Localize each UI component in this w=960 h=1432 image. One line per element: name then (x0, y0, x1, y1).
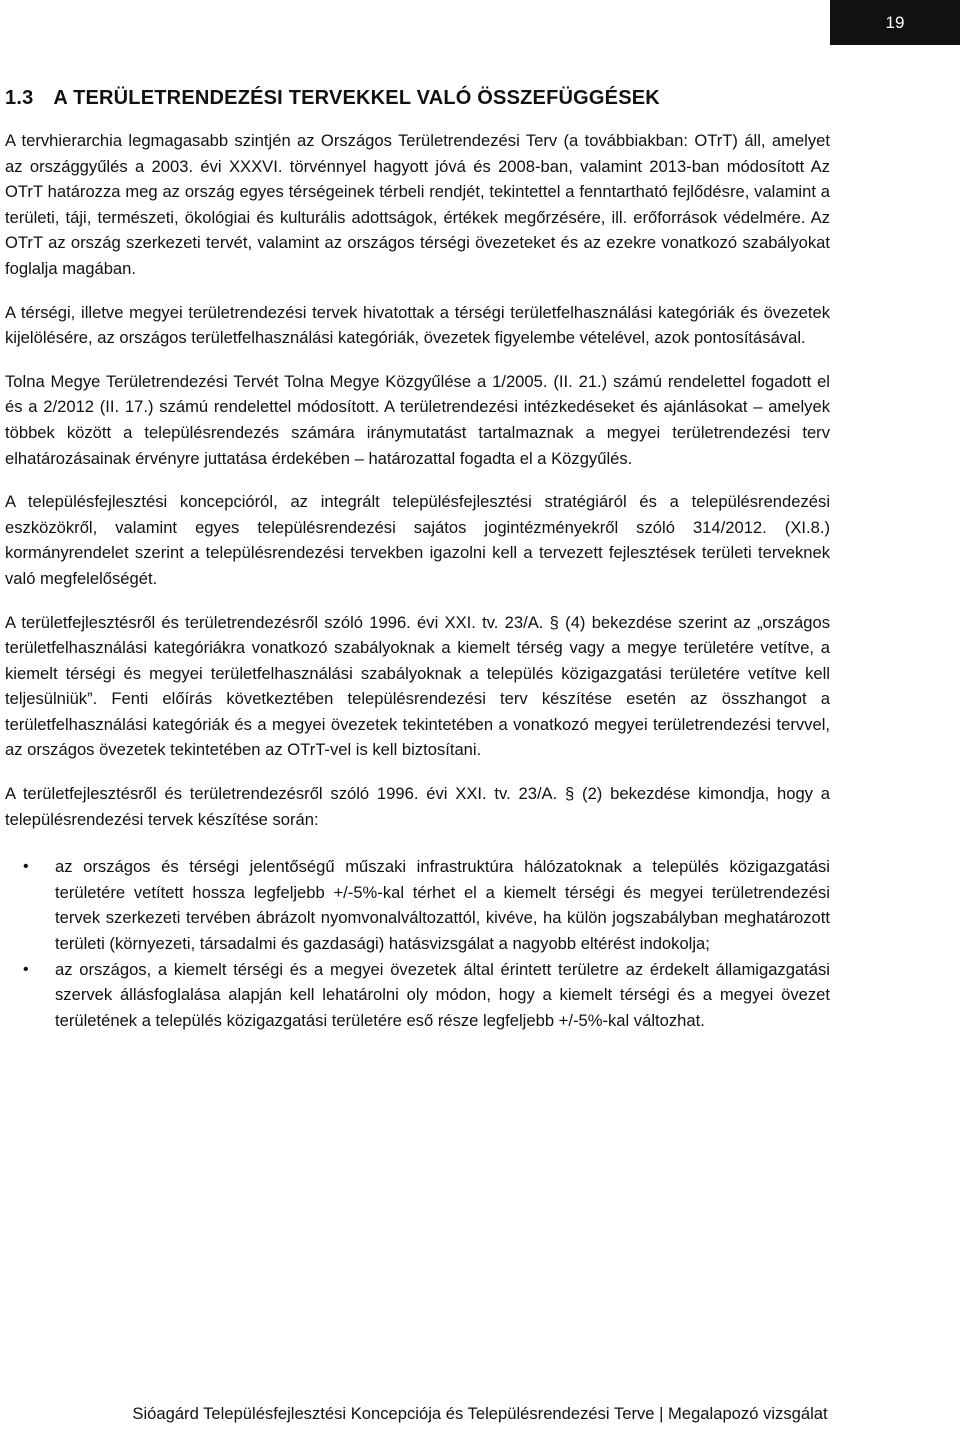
list-item-text: az országos, a kiemelt térségi és a megyei övezetek által érintett területre az érdekelt államigazgatási szervek állásfoglalása alapján kell lehatárolni oly módon, hogy a kiemelt térségi és a megyei övezet területének a település közigazgatási területére eső része legfeljebb +/-5%-kal változhat. (55, 959, 830, 1030)
document-body (5, 86, 830, 1033)
paragraph: A térségi, illetve megyei területrendezési tervek hivatottak a térségi területfelhasználási kategóriák és övezetek kijelölésére, az országos területfelhasználási kategóriák, övezetek figyelembe vételével, azok pontosításával. (5, 302, 830, 348)
list-item (5, 854, 830, 956)
paragraph: A területfejlesztésről és területrendezésről szóló 1996. évi XXI. tv. 23/A. § (2) bekezdése kimondja, hogy a településrendezési tervek készítése során: (5, 784, 830, 829)
list-item-text: az országos és térségi jelentőségű műszaki infrastruktúra hálózatoknak a település közigazgatási területére vetített hossza legfeljebb +/-5%-kal térhet el a kiemelt térségi és megyei területrendezési tervek szerkezeti tervében ábrázolt nyomvonalváltozattól, kivéve, ha külön jogszabályban meghatározott területi (környezeti, társadalmi és gazdasági) hatásvizsgálat a nagyobb eltérést indokolja; (55, 857, 830, 954)
page-number: 19 (885, 12, 905, 32)
bullet-list (5, 854, 830, 1033)
footer-text: Sióagárd Településfejlesztési Koncepciója és Településrendezési Terve | Megalapozó vizsgálat (132, 1404, 828, 1423)
section-number: 1.3 (5, 87, 34, 109)
page-footer (0, 1404, 960, 1424)
bullet-icon: • (23, 960, 29, 978)
paragraph: A tervhierarchia legmagasabb szintjén az Országos Területrendezési Terv (a továbbiakban: OTrT) áll, amelyet az országgyűlés a 2003. évi XXXVI. törvénnyel hagyott jóvá és 2008-ban, valamint 2013-ban módosított Az OTrT határozza meg az ország egyes térségeinek térbeli rendjét, tekintettel a fenntartható fejlődésre, valamint a területi, táji, természeti, ökológiai és kulturális adottságok, értékek megőrzésére, ill. erőforrások védelmére. Az OTrT az ország szerkezeti tervét, valamint az országos térségi övezeteket és az ezekre vonatkozó szabályokat foglalja magában. (5, 131, 830, 278)
paragraph: Tolna Megye Területrendezési Tervét Tolna Megye Közgyűlése a 1/2005. (II. 21.) számú rendelettel fogadott el és a 2/2012 (II. 17.) számú rendelettel módosított. A területrendezési intézkedéseket és ajánlásokat – amelyek többek között a településrendezés számára iránymutatást tartalmaznak a megyei területrendezési terv elhatározásainak érvényre juttatása érdekében – határozattal fogadta el a Közgyűlés. (5, 371, 830, 468)
bullet-icon: • (23, 858, 29, 876)
page-number-badge (830, 0, 960, 45)
list-item (5, 957, 830, 1034)
section-title: A TERÜLETRENDEZÉSI TERVEKKEL VALÓ ÖSSZEFÜGGÉSEK (53, 87, 660, 109)
paragraph: A településfejlesztési koncepcióról, az integrált településfejlesztési stratégiáról és a településrendezési eszközökről, valamint egyes településrendezési sajátos jogintézményekről szóló 314/2012. (XI.8.) kormányrendelet szerint a településrendezési tervekben igazolni kell a tervezett fejlesztések területi terveknek való megfelelőségét. (5, 492, 830, 588)
section-heading (5, 86, 830, 110)
paragraph: A területfejlesztésről és területrendezésről szóló 1996. évi XXI. tv. 23/A. § (4) bekezdése szerint az „országos területfelhasználási kategóriákra vonatkozó szabályoknak a kiemelt térség vagy a megye területére vetítve, a kiemelt térségi és megyei területfelhasználási szabályoknak a település közigazgatási területére vetítve kell teljesülniük”. Fenti előírás következtében településrendezési terv készítése esetén az összhangot a területfelhasználási kategóriák és a megyei övezetek tekintetében a vonatkozó megyei területrendezési tervvel, az országos övezetek tekintetében az OTrT-vel is kell biztosítani. (5, 612, 830, 760)
